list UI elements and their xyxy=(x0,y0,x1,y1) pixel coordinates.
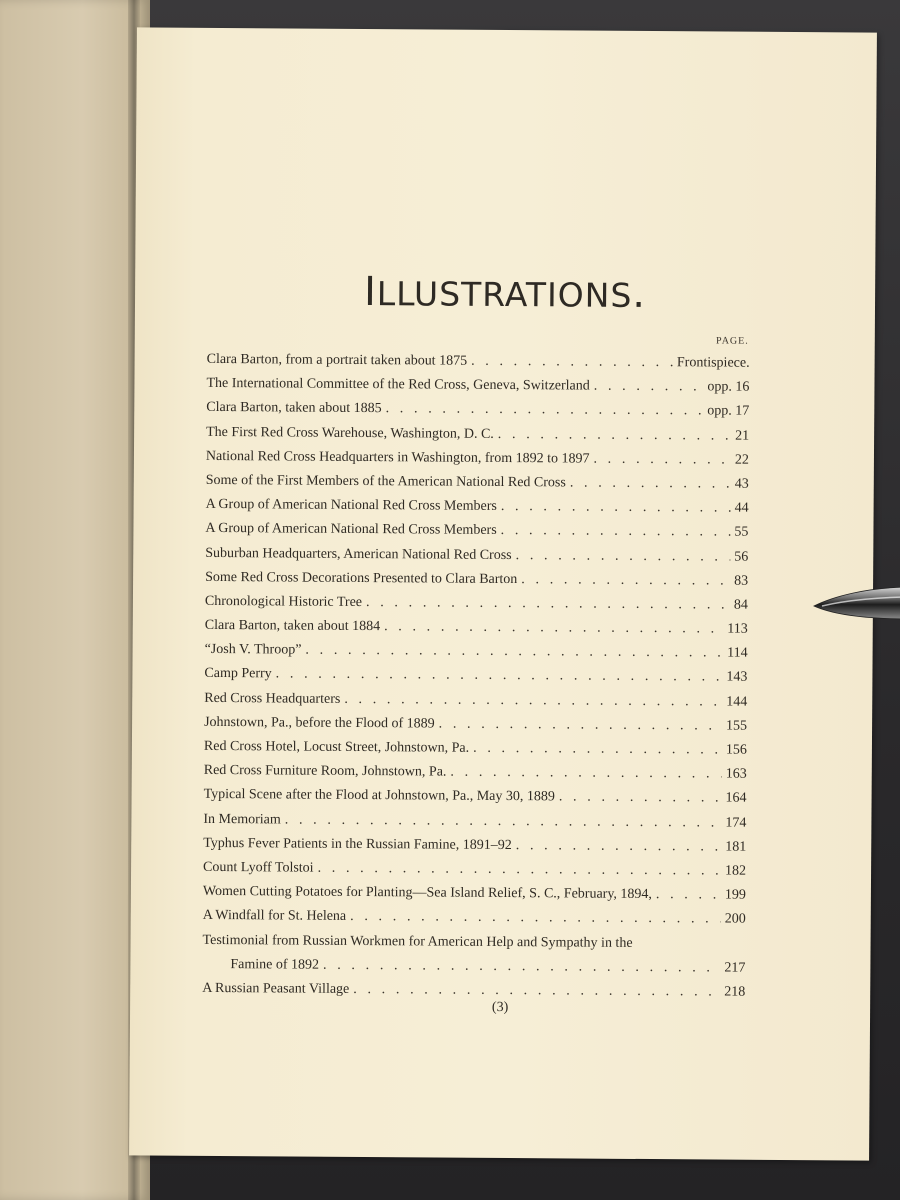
list-item: In Memoriam . . . 174 xyxy=(203,807,746,835)
list-item: Clara Barton, taken about 1885 . . . opp. 17 xyxy=(206,396,749,424)
page-number: (3) xyxy=(491,999,509,1016)
list-item: Clara Barton, taken about 1884 . . . 113 xyxy=(205,614,748,642)
list-item: Testimonial from Russian Workmen for American Help and Sympathy in the xyxy=(202,932,633,951)
title-rest: LLUSTRATIONS xyxy=(376,274,633,315)
list-item: “Josh V. Throop” . . . 114 xyxy=(205,638,748,666)
list-item: Famine of 1892 . . . 217 xyxy=(202,953,745,981)
right-page xyxy=(129,27,877,1160)
list-item: Suburban Headquarters, American National Red Cross . . . 56 xyxy=(205,541,748,569)
list-item: Clara Barton, from a portrait taken about 1875 . . . Frontispiece. xyxy=(207,348,750,376)
list-item: Chronological Historic Tree . . . 84 xyxy=(205,590,748,618)
list-item: A Russian Peasant Village . . . 218 xyxy=(202,977,745,1005)
list-item: The First Red Cross Warehouse, Washington, D. C. . . . 21 xyxy=(206,420,749,448)
list-item: Typical Scene after the Flood at Johnstown, Pa., May 30, 1889 . . . 164 xyxy=(204,783,747,811)
pen-tip-icon xyxy=(812,581,900,621)
list-item: A Group of American National Red Cross Members . . . 55 xyxy=(205,517,748,545)
list-item: Women Cutting Potatoes for Planting—Sea Island Relief, S. C., February, 1894, . . . 199 xyxy=(203,880,746,908)
list-item: Count Lyoff Tolstoi . . . 182 xyxy=(203,856,746,884)
list-item: Some Red Cross Decorations Presented to Clara Barton . . . 83 xyxy=(205,566,748,594)
title-initial: I xyxy=(363,269,378,316)
list-item: Camp Perry . . . 143 xyxy=(204,662,747,690)
list-item: Red Cross Headquarters . . . 144 xyxy=(204,687,747,715)
list-item: Red Cross Hotel, Locust Street, Johnstown, Pa. . . . 156 xyxy=(204,735,747,763)
list-item: A Windfall for St. Helena . . . 200 xyxy=(203,904,746,932)
list-item: Some of the First Members of the American National Red Cross . . . 43 xyxy=(206,469,749,497)
list-item: The International Committee of the Red Cross, Geneva, Switzerland . . . opp. 16 xyxy=(206,372,749,400)
title-period: . xyxy=(632,270,647,317)
list-item: A Group of American National Red Cross Members . . . 44 xyxy=(206,493,749,521)
list-item: Johnstown, Pa., before the Flood of 1889 . . . 155 xyxy=(204,711,747,739)
list-item: National Red Cross Headquarters in Washington, from 1892 to 1897 . . . 22 xyxy=(206,445,749,473)
illustrations-list xyxy=(202,348,750,1005)
page-column-label: PAGE. xyxy=(716,335,749,347)
page-title xyxy=(135,267,875,318)
list-item: Red Cross Furniture Room, Johnstown, Pa. . . . 163 xyxy=(204,759,747,787)
list-item: Typhus Fever Patients in the Russian Famine, 1891–92 . . . 181 xyxy=(203,832,746,860)
